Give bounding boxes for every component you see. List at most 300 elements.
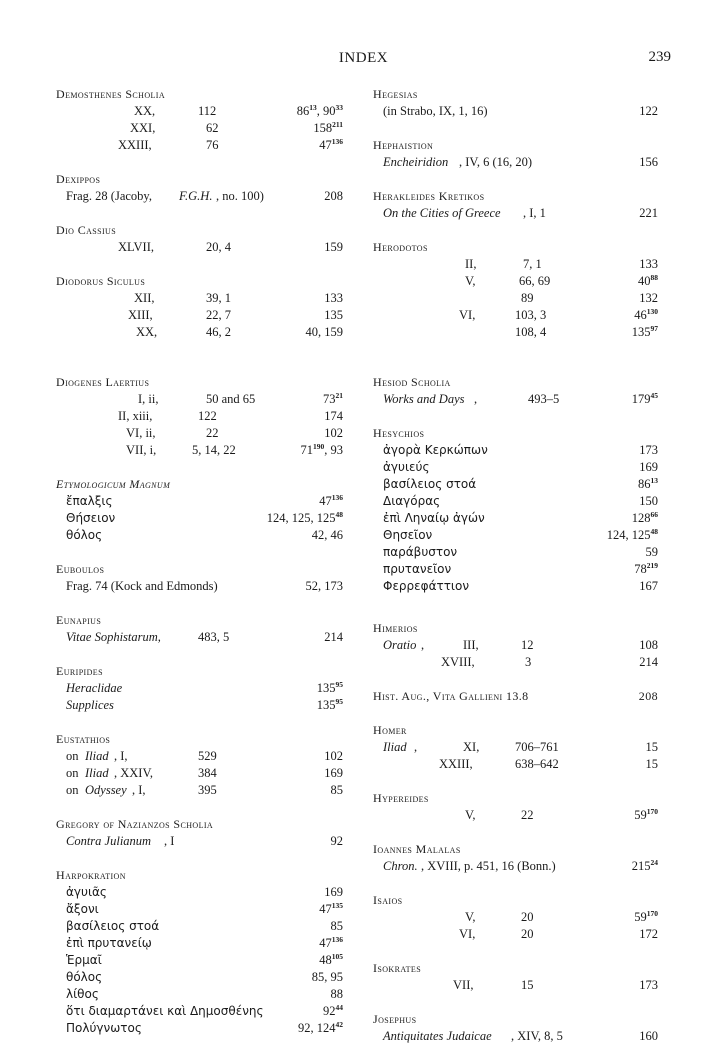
index-entry-eunapius xyxy=(56,612,343,646)
citation-text: VI, ii, xyxy=(126,426,156,440)
index-subentry xyxy=(373,510,658,527)
citation-text: Iliad xyxy=(85,749,109,763)
page-reference: 52, 173 xyxy=(305,579,343,593)
citation-text: , XVIII, p. 451, 16 (Bonn.) xyxy=(421,859,556,873)
index-subentry xyxy=(56,527,343,544)
greek-term: ὅτι διαμαρτάνει καὶ Δημοσθένης xyxy=(66,1004,264,1018)
page-reference: $40^{88}$ xyxy=(638,273,658,288)
citation-text: Vitae Sophistarum, xyxy=(66,630,161,644)
citation-text: Frag. 74 (Kock and Edmonds) xyxy=(66,579,218,593)
index-subentry xyxy=(373,256,658,273)
index-subentry xyxy=(56,307,343,324)
citation-text: XIII, xyxy=(128,308,153,322)
index-subentry xyxy=(56,425,343,442)
citation-text: V, xyxy=(465,910,476,924)
index-entry-herakleides-kretikos xyxy=(373,188,658,222)
greek-term: λίθος xyxy=(66,987,99,1001)
index-subentry xyxy=(373,909,658,926)
index-subentry xyxy=(56,935,343,952)
index-subentry xyxy=(56,952,343,969)
index-subentry xyxy=(56,510,343,527)
page-reference: 221 xyxy=(639,206,658,220)
index-entry-isaios xyxy=(373,892,658,943)
index-entry-dio-cassius xyxy=(56,222,343,256)
index-heading-text: Homer xyxy=(373,723,407,737)
index-heading xyxy=(56,561,343,578)
greek-term: Διαγόρας xyxy=(383,494,441,508)
footnote-ref: 13 xyxy=(309,103,317,112)
index-heading-text: Herodotos xyxy=(373,240,428,254)
citation-text: on xyxy=(66,749,79,763)
index-entry-euboulos xyxy=(56,561,343,595)
page-reference: 92 xyxy=(330,834,343,848)
greek-term: θόλος xyxy=(66,970,103,984)
citation-text: XI, xyxy=(463,740,480,754)
index-subentry xyxy=(373,324,658,341)
citation-text: VI, xyxy=(459,308,476,322)
citation-text: Encheiridion xyxy=(383,155,449,169)
index-heading xyxy=(373,790,658,807)
page-reference: 208 xyxy=(324,189,343,203)
index-entry-etymologicum-magnum xyxy=(56,476,343,544)
citation-text: XX, xyxy=(136,325,158,339)
index-subentry xyxy=(373,807,658,824)
page-reference: $215^{24}$ xyxy=(631,858,658,873)
footnote-ref: 21 xyxy=(335,391,343,400)
index-subentry xyxy=(373,391,658,408)
footnote-ref: 135 xyxy=(331,901,343,910)
index-heading-text: Hesiod Scholia xyxy=(373,375,451,389)
greek-term: θόλος xyxy=(66,528,103,542)
index-heading-text: Hesychios xyxy=(373,426,425,440)
citation-text: , I xyxy=(164,834,175,848)
index-heading-text: Dio Cassius xyxy=(56,223,117,237)
page-reference: $128^{66}$ xyxy=(631,510,658,525)
index-heading-text: Harpokration xyxy=(56,868,126,882)
citation-text: 50 and 65 xyxy=(206,392,256,406)
citation-text: VII, xyxy=(453,978,474,992)
page-reference: $46^{130}$ xyxy=(634,307,658,322)
index-entry-herodotos xyxy=(373,239,658,341)
citation-text: 493–5 xyxy=(528,392,560,406)
index-subentry xyxy=(373,637,658,654)
citation-text: , IV, 6 (16, 20) xyxy=(459,155,533,169)
citation-text: 7, 1 xyxy=(523,257,542,271)
index-heading-text: Herakleides Kretikos xyxy=(373,189,485,203)
page-reference: $59^{170}$ xyxy=(634,807,658,822)
index-heading xyxy=(56,612,343,629)
page-reference: 122 xyxy=(639,104,658,118)
index-heading xyxy=(56,731,343,748)
page-reference: 173 xyxy=(639,978,658,992)
page-reference: 85, 95 xyxy=(311,970,343,984)
index-subentry xyxy=(373,154,658,171)
index-entry-hephaistion xyxy=(373,137,658,171)
index-subentry xyxy=(373,926,658,943)
citation-text: 46, 2 xyxy=(206,325,231,339)
citation-text: 103, 3 xyxy=(515,308,547,322)
greek-term: βασίλειος στοά xyxy=(66,919,160,933)
citation-text: On the Cities of Greece xyxy=(383,206,501,220)
citation-text: on xyxy=(66,783,79,797)
index-subentry xyxy=(56,239,343,256)
footnote-ref: 95 xyxy=(335,697,343,706)
citation-text: 384 xyxy=(198,766,217,780)
page-reference: 133 xyxy=(639,257,658,271)
page-reference: 169 xyxy=(324,885,343,899)
index-heading-text: Himerios xyxy=(373,621,418,635)
greek-term: ἄξονι xyxy=(66,902,99,916)
index-subentry xyxy=(373,493,658,510)
citation-text: Iliad xyxy=(85,766,109,780)
index-subentry xyxy=(56,137,343,154)
page-reference: 15 xyxy=(645,757,658,771)
page-reference: 173 xyxy=(639,443,658,457)
greek-term: Πολύγνωτος xyxy=(66,1021,142,1035)
page-number: 239 xyxy=(648,49,671,65)
citation-text: XVIII, xyxy=(441,655,475,669)
index-subentry xyxy=(373,578,658,595)
index-heading xyxy=(373,188,658,205)
greek-term: Θησεῖον xyxy=(383,528,433,542)
index-heading xyxy=(373,892,658,909)
footnote-ref: 130 xyxy=(646,307,658,316)
index-heading xyxy=(373,620,658,637)
index-subentry xyxy=(373,103,658,120)
citation-text: 483, 5 xyxy=(198,630,230,644)
index-subentry xyxy=(56,969,343,986)
index-subentry xyxy=(56,1020,343,1037)
index-subentry xyxy=(56,833,343,850)
page-reference: 159 xyxy=(324,240,343,254)
page-reference: 124, 125, $125^{48}$ xyxy=(266,510,343,525)
page-reference: 150 xyxy=(639,494,658,508)
index-subentry xyxy=(373,977,658,994)
index-heading xyxy=(56,86,343,103)
index-subentry xyxy=(56,629,343,646)
index-entry-eustathios xyxy=(56,731,343,799)
index-heading xyxy=(56,273,343,290)
index-entry-hesychios xyxy=(373,425,658,595)
footnote-ref: 66 xyxy=(650,510,658,519)
index-entry-dexippos xyxy=(56,171,343,205)
index-subentry xyxy=(373,527,658,544)
index-subentry xyxy=(373,739,658,756)
page-reference: $47^{135}$ xyxy=(319,901,343,916)
index-heading xyxy=(56,171,343,188)
page-reference: 85 xyxy=(330,919,343,933)
footnote-ref: 136 xyxy=(331,493,343,502)
index-heading xyxy=(373,960,658,977)
page-reference: 85 xyxy=(330,783,343,797)
page-reference: $47^{136}$ xyxy=(319,493,343,508)
index-column-left xyxy=(56,86,343,1037)
index-entry-hypereides xyxy=(373,790,658,824)
citation-text: XXI, xyxy=(130,121,156,135)
citation-text: Oratio xyxy=(383,638,417,652)
index-heading-text: Euripides xyxy=(56,664,103,678)
page-reference: 124, $125^{48}$ xyxy=(606,527,658,542)
index-heading-text: Eunapius xyxy=(56,613,102,627)
citation-text: VII, i, xyxy=(126,443,157,457)
citation-text: Iliad xyxy=(383,740,407,754)
index-entry-hesiod-scholia xyxy=(373,374,658,408)
citation-text: 108, 4 xyxy=(515,325,547,339)
index-subentry xyxy=(373,544,658,561)
greek-term: ἐπὶ Ληναίῳ ἀγών xyxy=(383,511,485,525)
citation-text: Odyssey xyxy=(85,783,127,797)
page-reference: $92^{44}$ xyxy=(323,1003,343,1018)
index-heading-text: Diogenes Laertius xyxy=(56,375,150,389)
page-reference: 135 xyxy=(324,308,343,322)
citation-text: 12 xyxy=(521,638,534,652)
index-subentry xyxy=(56,442,343,459)
index-heading xyxy=(56,476,343,493)
citation-text: 20, 4 xyxy=(206,240,231,254)
page-reference: 156 xyxy=(639,155,658,169)
index-entry-diodorus-siculus xyxy=(56,273,343,341)
footnote-ref: 42 xyxy=(335,1020,343,1029)
index-subentry xyxy=(56,408,343,425)
citation-text: 395 xyxy=(198,783,217,797)
index-entry-isokrates xyxy=(373,960,658,994)
citation-text: , xyxy=(414,740,418,754)
index-subentry xyxy=(373,561,658,578)
citation-text: 122 xyxy=(198,409,217,423)
citation-text: 22 xyxy=(206,426,219,440)
citation-text: 89 xyxy=(521,291,534,305)
index-heading-text: Isaios xyxy=(373,893,403,907)
page-reference: 167 xyxy=(639,579,658,593)
footnote-ref: 136 xyxy=(331,137,343,146)
citation-text: , xyxy=(474,392,478,406)
citation-text: 22, 7 xyxy=(206,308,231,322)
citation-text: , xyxy=(421,638,425,652)
page-reference: 132 xyxy=(639,291,658,305)
footnote-ref: 211 xyxy=(332,120,343,129)
footnote-ref: 44 xyxy=(335,1003,343,1012)
page-reference: $135^{95}$ xyxy=(316,697,343,712)
index-entry-euripides xyxy=(56,663,343,714)
index-subentry xyxy=(56,697,343,714)
page-reference: 160 xyxy=(639,1029,658,1043)
citation-text: XXIII, xyxy=(439,757,473,771)
citation-text: Contra Julianum xyxy=(66,834,152,848)
page-reference: $73^{21}$ xyxy=(323,391,343,406)
citation-text: V, xyxy=(465,808,476,822)
index-heading xyxy=(373,374,658,391)
index-subentry xyxy=(56,765,343,782)
greek-term: Θήσειον xyxy=(66,511,116,525)
page-reference: $47^{136}$ xyxy=(319,137,343,152)
citation-text: 5, 14, 22 xyxy=(192,443,236,457)
citation-text: (in Strabo, IX, 1, 16) xyxy=(383,104,488,118)
index-subentry xyxy=(56,1003,343,1020)
page-reference: 59 xyxy=(645,545,658,559)
greek-term: ἀγυιεύς xyxy=(383,460,430,474)
citation-text: Frag. 28 (Jacoby, xyxy=(66,189,152,203)
footnote-ref: 97 xyxy=(650,324,658,333)
index-heading-text: Hegesias xyxy=(373,87,418,101)
page-reference: 133 xyxy=(324,291,343,305)
footnote-ref: 88 xyxy=(650,273,658,282)
footnote-ref: 170 xyxy=(646,909,658,918)
index-entry-gregory-of-nazianzos-scholia xyxy=(56,816,343,850)
index-entry-diogenes-laertius xyxy=(56,374,343,459)
page-reference: 102 xyxy=(324,426,343,440)
footnote-ref: 95 xyxy=(335,680,343,689)
page-reference: 214 xyxy=(639,655,658,669)
index-subentry xyxy=(56,493,343,510)
citation-text: I, ii, xyxy=(138,392,159,406)
page-reference: 15 xyxy=(645,740,658,754)
index-heading-text: Josephus xyxy=(373,1012,417,1026)
index-subentry xyxy=(373,756,658,773)
index-subentry xyxy=(373,476,658,493)
index-subentry xyxy=(373,307,658,324)
index-subentry xyxy=(56,188,343,205)
index-heading-text: Hypereides xyxy=(373,791,429,805)
citation-text: XLVII, xyxy=(118,240,154,254)
index-heading xyxy=(373,239,658,256)
index-heading-text: Gregory of Nazianzos Scholia xyxy=(56,817,214,831)
index-heading-text: Demosthenes Scholia xyxy=(56,87,166,101)
index-heading-text: Ioannes Malalas xyxy=(373,842,461,856)
index-heading xyxy=(373,841,658,858)
page-reference: $135^{95}$ xyxy=(316,680,343,695)
page-reference: $47^{136}$ xyxy=(319,935,343,950)
greek-term: Φερρεφάττιον xyxy=(383,579,470,593)
page-reference: 42, 46 xyxy=(311,528,343,542)
footnote-ref: 45 xyxy=(650,391,658,400)
index-subentry xyxy=(56,986,343,1003)
page-reference: 102 xyxy=(324,749,343,763)
index-subentry xyxy=(56,918,343,935)
index-heading xyxy=(373,137,658,154)
page-reference: 88 xyxy=(330,987,343,1001)
index-heading xyxy=(373,425,658,442)
citation-text: Works and Days xyxy=(383,392,465,406)
page-title: INDEX xyxy=(338,50,389,66)
index-subentry xyxy=(56,680,343,697)
page-reference: 174 xyxy=(324,409,343,423)
greek-term: πρυτανεῖον xyxy=(383,562,452,576)
page-reference: 169 xyxy=(324,766,343,780)
citation-text: 62 xyxy=(206,121,219,135)
index-heading xyxy=(373,86,658,103)
citation-text: II, xiii, xyxy=(118,409,153,423)
index-entry-demosthenes-scholia xyxy=(56,86,343,154)
index-subentry xyxy=(373,273,658,290)
page-reference: $179^{45}$ xyxy=(631,391,658,406)
page-reference: 214 xyxy=(324,630,343,644)
citation-text: , I, xyxy=(132,783,146,797)
index-entry-josephus xyxy=(373,1011,658,1045)
index-heading xyxy=(56,663,343,680)
citation-text: 706–761 xyxy=(515,740,559,754)
citation-text: , I, 1 xyxy=(523,206,546,220)
index-subentry xyxy=(373,654,658,671)
citation-text: 76 xyxy=(206,138,219,152)
footnote-ref: 105 xyxy=(331,952,343,961)
citation-text: 66, 69 xyxy=(519,274,551,288)
citation-text: XII, xyxy=(134,291,155,305)
page-reference: 92, $124^{42}$ xyxy=(298,1020,343,1035)
index-heading-text: Euboulos xyxy=(56,562,105,576)
index-heading-text: Hephaistion xyxy=(373,138,434,152)
citation-text: Antiquitates Judaicae xyxy=(383,1029,492,1043)
index-heading-text: Isokrates xyxy=(373,961,422,975)
footnote-ref: 13 xyxy=(650,476,658,485)
index-subentry xyxy=(56,748,343,765)
citation-text: XX, xyxy=(134,104,156,118)
citation-text: III, xyxy=(463,638,479,652)
index-heading xyxy=(56,867,343,884)
greek-term: ἐπὶ πρυτανείῳ xyxy=(66,936,152,950)
citation-text: XXIII, xyxy=(118,138,152,152)
citation-text: Heraclidae xyxy=(66,681,123,695)
citation-text: II, xyxy=(465,257,477,271)
page-reference: $59^{170}$ xyxy=(634,909,658,924)
index-subentry xyxy=(56,782,343,799)
greek-term: βασίλειος στοά xyxy=(383,477,477,491)
footnote-ref: 33 xyxy=(335,103,343,112)
citation-text: 638–642 xyxy=(515,757,559,771)
citation-text: VI, xyxy=(459,927,476,941)
citation-text: , XXIV, xyxy=(114,766,154,780)
page-reference: $158^{211}$ xyxy=(313,120,343,135)
page-reference: 40, 159 xyxy=(305,325,343,339)
index-heading xyxy=(56,374,343,391)
citation-text: 39, 1 xyxy=(206,291,231,305)
footnote-ref: 24 xyxy=(650,858,658,867)
citation-text: V, xyxy=(465,274,476,288)
index-entry-homer xyxy=(373,722,658,773)
index-heading xyxy=(373,722,658,739)
index-subentry xyxy=(373,205,658,222)
index-heading xyxy=(56,816,343,833)
citation-text: Supplices xyxy=(66,698,114,712)
citation-text: 20 xyxy=(521,910,534,924)
footnote-ref: 48 xyxy=(650,527,658,536)
footnote-ref: 170 xyxy=(646,807,658,816)
index-subentry xyxy=(373,290,658,307)
footnote-ref: 190 xyxy=(313,442,325,451)
page-reference: $78^{219}$ xyxy=(634,561,658,576)
citation-text: , I, xyxy=(114,749,128,763)
index-column-right xyxy=(373,86,658,1045)
citation-text: on xyxy=(66,766,79,780)
index-entry-hegesias xyxy=(373,86,658,120)
index-subentry xyxy=(56,901,343,918)
citation-text: , XIV, 8, 5 xyxy=(511,1029,563,1043)
citation-text: F.G.H. xyxy=(179,189,213,203)
index-heading-text: Hist. Aug., Vita Gallieni 13.8 xyxy=(373,689,529,703)
index-subentry xyxy=(56,120,343,137)
greek-term: παράβυστον xyxy=(383,545,458,559)
index-subentry xyxy=(56,884,343,901)
index-entry-hist-aug-vita-gallieni-13-8 xyxy=(373,688,658,705)
index-heading xyxy=(373,1011,658,1028)
page-reference: $71^{190}$, 93 xyxy=(300,442,343,457)
index-subentry xyxy=(373,442,658,459)
index-entry-ioannes-malalas xyxy=(373,841,658,875)
index-subentry xyxy=(56,578,343,595)
page-reference: $86^{13}$ xyxy=(638,476,658,491)
index-heading-text: Etymologicum Magnum xyxy=(56,477,171,491)
index-subentry xyxy=(56,290,343,307)
greek-term: ἀγυιᾶς xyxy=(66,885,107,899)
